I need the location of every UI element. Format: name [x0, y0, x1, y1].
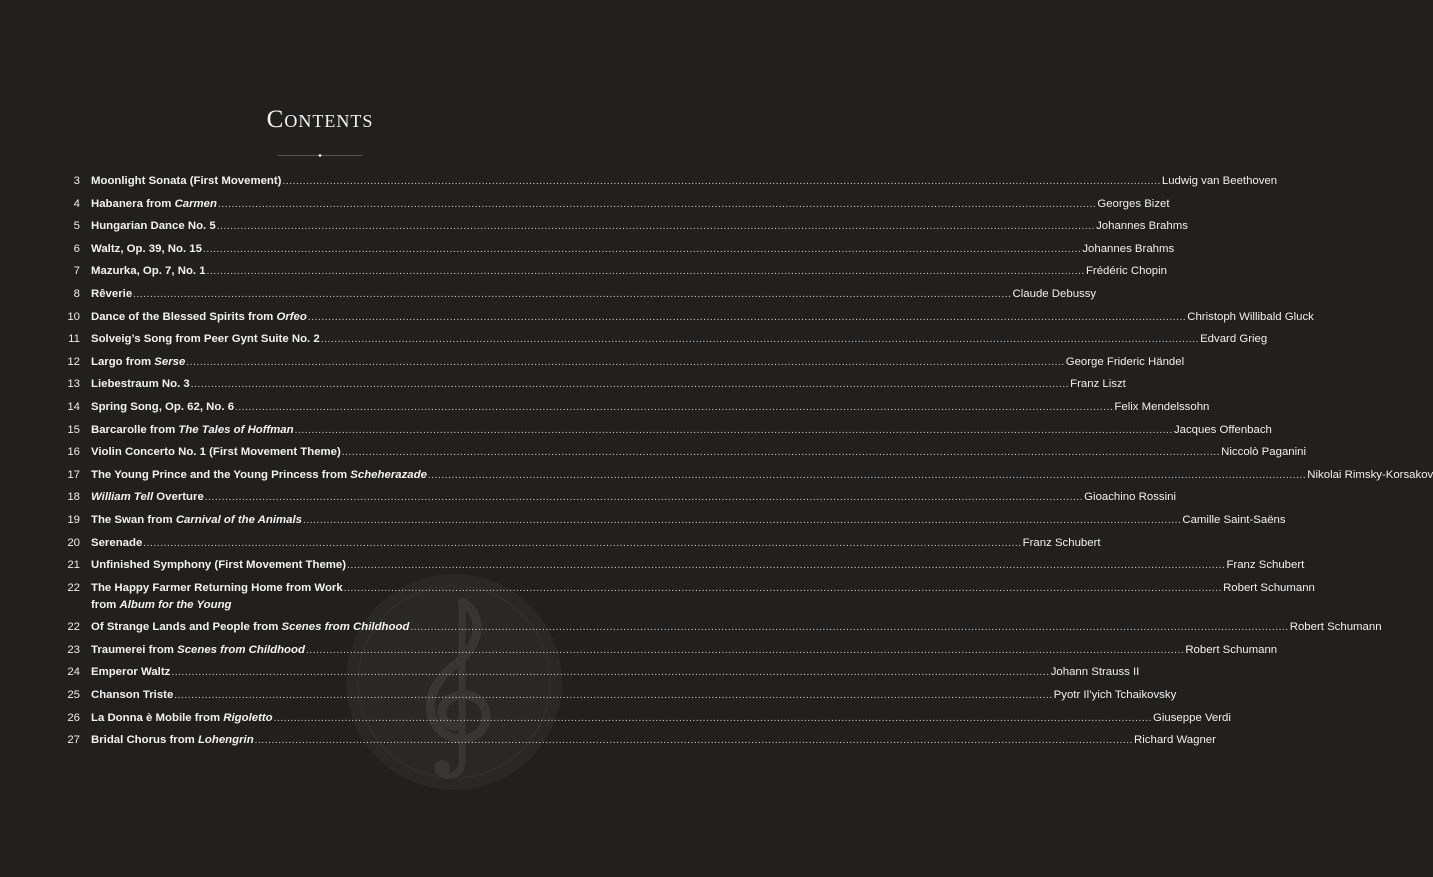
- toc-entry-title: Violin Concerto No. 1 (First Movement Theme): [91, 446, 341, 459]
- toc-page-number: 6: [73, 242, 80, 255]
- toc-entry-title: Barcarolle from The Tales of Hoffman: [91, 423, 294, 436]
- toc-entry-title: La Donna è Mobile from Rigoletto: [91, 711, 273, 724]
- toc-page-number: 18: [67, 491, 80, 504]
- dot-leader: ....................................................................................................................................................................................................................................................................: [206, 266, 1085, 278]
- toc-composer: Felix Mendelssohn: [1114, 400, 1210, 413]
- toc-entry-title: The Young Prince and the Young Princess from Scheherazade: [91, 468, 427, 481]
- toc-page-number: 10: [67, 310, 80, 323]
- toc-entry[interactable]: [62, 444, 1307, 461]
- toc-entry-title: William Tell Overture: [91, 491, 204, 504]
- toc-composer: Franz Liszt: [1070, 378, 1126, 391]
- toc-entry[interactable]: [62, 354, 1185, 371]
- toc-entry[interactable]: [62, 664, 1140, 681]
- toc-entry[interactable]: [62, 710, 1231, 727]
- toc-entry[interactable]: [62, 399, 1210, 416]
- toc-entry[interactable]: [62, 489, 1176, 506]
- toc-entry[interactable]: [62, 732, 1216, 749]
- toc-composer: Jacques Offenbach: [1173, 423, 1272, 436]
- dot-leader: ....................................................................................................................................................................................................................................................................: [305, 644, 1185, 656]
- toc-page-number: 25: [67, 689, 80, 702]
- dot-leader: ....................................................................................................................................................................................................................................................................: [341, 447, 1221, 459]
- toc-composer: Camille Saint-Saëns: [1182, 513, 1286, 526]
- toc-entry[interactable]: [62, 467, 1433, 484]
- toc-entry[interactable]: [62, 512, 1286, 529]
- toc-page-number: 16: [67, 446, 80, 459]
- toc-page-number: 15: [67, 423, 80, 436]
- toc-composer: Christoph Willibald Gluck: [1187, 310, 1314, 323]
- toc-entry-title: Moonlight Sonata (First Movement): [91, 175, 282, 187]
- dot-leader: ....................................................................................................................................................................................................................................................................: [343, 582, 1223, 594]
- toc-entry-title: Emperor Waltz: [91, 666, 171, 679]
- toc-entry-title: Dance of the Blessed Spirits from Orfeo: [91, 310, 307, 323]
- toc-composer: Johannes Brahms: [1096, 220, 1188, 233]
- toc-entry-title: Spring Song, Op. 62, No. 6: [91, 400, 235, 413]
- toc-entry-title: Of Strange Lands and People from Scenes from Childhood: [91, 621, 410, 634]
- toc-composer: Frédéric Chopin: [1085, 265, 1167, 278]
- toc-entry[interactable]: [62, 642, 1278, 659]
- toc-composer: Richard Wagner: [1134, 734, 1216, 747]
- toc-page-number: 27: [67, 734, 80, 747]
- toc-entry[interactable]: [62, 331, 1268, 348]
- table-of-contents: [62, 173, 1433, 755]
- toc-entry-title: Habanera from Carmen: [91, 197, 217, 210]
- toc-page-number: 12: [67, 355, 80, 368]
- toc-composer: Gioachino Rossini: [1084, 491, 1176, 504]
- toc-entry-title: Hungarian Dance No. 5: [91, 220, 216, 233]
- dot-leader: ....................................................................................................................................................................................................................................................................: [202, 243, 1082, 255]
- dot-leader: ....................................................................................................................................................................................................................................................................: [190, 379, 1070, 391]
- toc-entry-title: Unfinished Symphony (First Movement Theme): [91, 559, 347, 572]
- toc-page-number: 11: [68, 333, 80, 346]
- dot-leader: ....................................................................................................................................................................................................................................................................: [216, 221, 1096, 233]
- dot-leader: ....................................................................................................................................................................................................................................................................: [174, 690, 1053, 702]
- toc-page-number: 23: [67, 643, 80, 656]
- toc-composer: Georges Bizet: [1097, 197, 1170, 210]
- dot-leader: ....................................................................................................................................................................................................................................................................: [282, 176, 1161, 187]
- toc-page-number: 21: [67, 559, 80, 572]
- toc-page-number: 14: [67, 400, 80, 413]
- dot-leader: ....................................................................................................................................................................................................................................................................: [320, 334, 1200, 346]
- toc-page-number: 20: [67, 536, 80, 549]
- toc-composer: Robert Schumann: [1185, 643, 1278, 656]
- toc-entry[interactable]: [62, 619, 1382, 636]
- toc-composer: Giuseppe Verdi: [1153, 711, 1231, 724]
- dot-leader: ....................................................................................................................................................................................................................................................................: [143, 537, 1022, 549]
- toc-page-number: 19: [67, 513, 80, 526]
- toc-entry[interactable]: [62, 196, 1170, 213]
- toc-page-number: 26: [67, 711, 80, 724]
- dot-leader: ....................................................................................................................................................................................................................................................................: [302, 514, 1182, 526]
- dot-leader: ....................................................................................................................................................................................................................................................................: [410, 622, 1289, 634]
- toc-page-number: 17: [67, 468, 80, 481]
- toc-composer: Pyotr Il’yich Tchaikovsky: [1053, 689, 1177, 702]
- toc-composer: Franz Schubert: [1022, 536, 1101, 549]
- toc-entry-title: Chanson Triste: [91, 689, 174, 702]
- toc-entry[interactable]: [62, 376, 1126, 393]
- dot-leader: ....................................................................................................................................................................................................................................................................: [273, 712, 1153, 724]
- toc-composer: George Frideric Händel: [1065, 355, 1185, 368]
- dot-leader: ....................................................................................................................................................................................................................................................................: [186, 356, 1065, 368]
- toc-page-number: 7: [73, 265, 80, 278]
- toc-composer: Johann Strauss II: [1050, 666, 1140, 679]
- toc-page-number: 5: [73, 220, 80, 233]
- toc-composer: Robert Schumann: [1223, 581, 1315, 594]
- toc-composer: Niccolò Paganini: [1221, 446, 1307, 459]
- dot-leader: ....................................................................................................................................................................................................................................................................: [307, 311, 1187, 323]
- toc-entry[interactable]: [62, 535, 1101, 552]
- toc-entry-title: Waltz, Op. 39, No. 15: [91, 242, 202, 255]
- toc-entry-title: Serenade: [91, 536, 143, 549]
- toc-page-number: 22: [67, 621, 80, 634]
- dot-leader: ....................................................................................................................................................................................................................................................................: [235, 401, 1114, 413]
- toc-composer: Franz Schubert: [1226, 559, 1305, 572]
- toc-composer: Claude Debussy: [1012, 287, 1097, 300]
- dot-leader: ....................................................................................................................................................................................................................................................................: [427, 469, 1307, 481]
- toc-entry-title: Traumerei from Scenes from Childhood: [91, 643, 305, 656]
- toc-entry[interactable]: [62, 580, 1315, 614]
- toc-entry[interactable]: [62, 218, 1188, 235]
- dot-leader: ....................................................................................................................................................................................................................................................................: [171, 667, 1050, 679]
- toc-entry[interactable]: [62, 241, 1175, 258]
- toc-entry[interactable]: [62, 286, 1097, 303]
- dot-leader: ....................................................................................................................................................................................................................................................................: [254, 735, 1134, 747]
- toc-entry[interactable]: [62, 687, 1177, 704]
- toc-page-number: 22: [67, 581, 80, 594]
- dot-leader: ....................................................................................................................................................................................................................................................................: [347, 560, 1226, 572]
- toc-composer: Nikolai Rimsky-Korsakov: [1307, 468, 1433, 481]
- toc-entry[interactable]: [62, 309, 1314, 326]
- toc-page-number: 24: [67, 666, 80, 679]
- toc-entry-title: Mazurka, Op. 7, No. 1: [91, 265, 206, 278]
- toc-entry[interactable]: [62, 173, 1278, 190]
- toc-entry[interactable]: [62, 422, 1272, 439]
- title-divider-ornament: [278, 154, 362, 157]
- toc-entry[interactable]: [62, 557, 1305, 574]
- toc-page-number: 3: [73, 175, 80, 187]
- toc-page-number: 13: [67, 378, 80, 391]
- toc-entry-title: The Swan from Carnival of the Animals: [91, 513, 302, 526]
- toc-page-number: 8: [73, 287, 80, 300]
- dot-leader: ....................................................................................................................................................................................................................................................................: [217, 198, 1097, 210]
- toc-entry-title: Rêverie: [91, 287, 133, 300]
- toc-entry-title: The Happy Farmer Returning Home from Work from Album for the Young: [91, 581, 343, 611]
- toc-page-number: 4: [73, 197, 80, 210]
- toc-composer: Ludwig van Beethoven: [1161, 175, 1278, 187]
- toc-composer: Johannes Brahms: [1082, 242, 1175, 255]
- dot-leader: ....................................................................................................................................................................................................................................................................: [133, 288, 1012, 300]
- toc-entry-title: Liebestraum No. 3: [91, 378, 190, 391]
- toc-entry-title: Largo from Serse: [91, 355, 186, 368]
- toc-composer: Edvard Grieg: [1200, 333, 1268, 346]
- dot-leader: ....................................................................................................................................................................................................................................................................: [294, 424, 1173, 436]
- dot-leader: ....................................................................................................................................................................................................................................................................: [204, 492, 1084, 504]
- toc-composer: Robert Schumann: [1289, 621, 1382, 634]
- toc-entry-title: Solveig’s Song from Peer Gynt Suite No. 2: [91, 333, 320, 346]
- toc-entry-title: Bridal Chorus from Lohengrin: [91, 734, 254, 747]
- toc-entry[interactable]: [62, 263, 1167, 280]
- page-title: Contents: [266, 106, 374, 133]
